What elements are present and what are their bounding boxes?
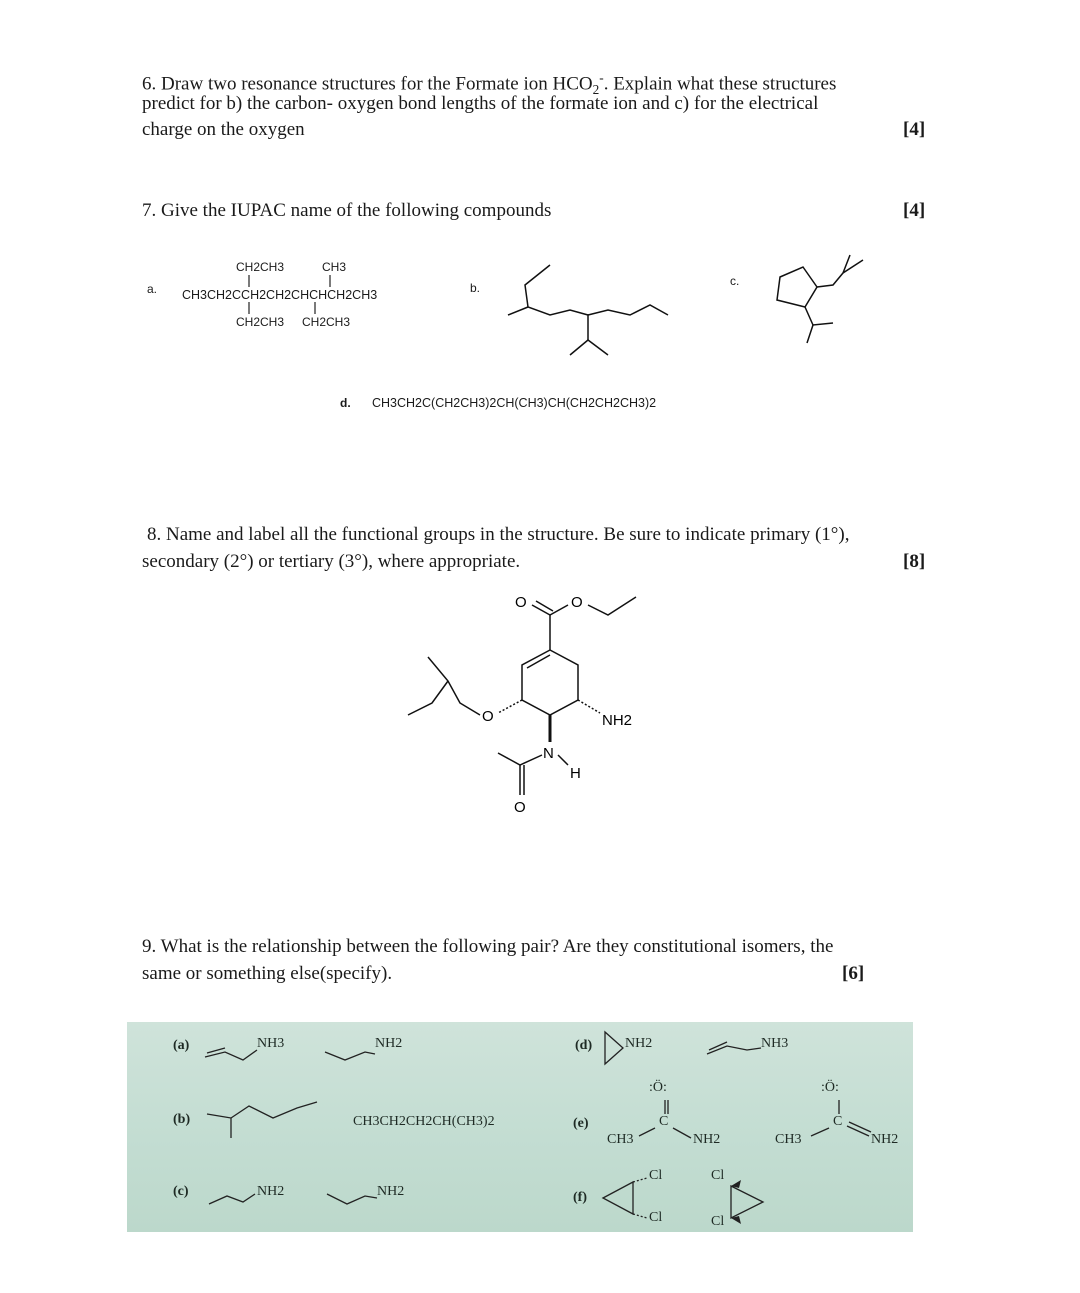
q9-label-b: (b) (173, 1112, 191, 1127)
q7-label-a: a. (147, 282, 158, 296)
q9e-right-o: :Ö: (821, 1080, 839, 1095)
q9f-cl-3: Cl (711, 1168, 725, 1183)
q9-label-a: (a) (173, 1038, 190, 1053)
q8-atom-o-ester: O (571, 594, 583, 611)
q9e-left-ch3: CH3 (607, 1132, 634, 1147)
q7-label-d: d. (340, 396, 351, 410)
q7c-cyclopentane-structure (755, 245, 875, 355)
q8-atom-n: N (543, 745, 554, 762)
q8-marks: [8] (903, 551, 926, 572)
q8-line-2: secondary (2°) or tertiary (3°), where appropriate. (142, 551, 521, 572)
q7a-top-right: CH3 (322, 260, 347, 274)
q9d-right-nh3: NH3 (761, 1036, 789, 1051)
q7-label-b: b. (470, 281, 481, 295)
q8-structure (390, 585, 670, 825)
q9-skeletal-lines (127, 1022, 913, 1232)
q7b-skeletal-structure (500, 255, 700, 365)
q9c-right-nh2: NH2 (377, 1184, 405, 1199)
q9-label-c: (c) (173, 1184, 189, 1199)
q9c-left-nh2: NH2 (257, 1184, 285, 1199)
q7-label-c: c. (730, 274, 740, 288)
q7-prompt: 7. Give the IUPAC name of the following compounds (142, 200, 552, 221)
q9e-right-nh2: NH2 (871, 1132, 899, 1147)
q9e-right-ch3: CH3 (775, 1132, 802, 1147)
q8-atom-o-carbonyl: O (515, 594, 527, 611)
q7a-top-left: CH2CH3 (236, 260, 285, 274)
q8-line-1: 8. Name and label all the functional groups in the structure. Be sure to indicate primary (1°), (147, 524, 850, 545)
q9f-cl-2: Cl (649, 1210, 663, 1225)
q9b-right-formula: CH3CH2CH2CH(CH3)2 (353, 1114, 495, 1129)
q9a-left-nh3: NH3 (257, 1036, 285, 1051)
q7d-formula: CH3CH2C(CH2CH3)2CH(CH3)CH(CH2CH2CH3)2 (372, 396, 657, 410)
q9-line-1: 9. What is the relationship between the following pair? Are they constitutional isomers, the (142, 936, 834, 957)
q8-atom-o-ether: O (482, 708, 494, 725)
q7a-bottom-right: CH2CH3 (302, 315, 351, 329)
q6-line-1: 6. Draw two resonance structures for the Formate ion $HCO_2^-$. Explain what these structures (142, 70, 837, 98)
q9-photo-panel (127, 1022, 913, 1232)
q9-marks: [6] (842, 963, 865, 984)
q6-marks: [4] (903, 119, 926, 140)
q9e-left-nh2: NH2 (693, 1132, 721, 1147)
q8-atom-o-amide: O (514, 799, 526, 816)
q9f-cl-4: Cl (711, 1214, 725, 1229)
q9e-left-o: :Ö: (649, 1080, 667, 1095)
q9e-right-c: C (833, 1114, 843, 1129)
q8-atom-nh2: NH2 (602, 712, 633, 729)
q9e-left-c: C (659, 1114, 669, 1129)
q7a-bottom-left: CH2CH3 (236, 315, 285, 329)
q9-label-e: (e) (573, 1116, 589, 1131)
q9f-cl-1: Cl (649, 1168, 663, 1183)
q8-atom-h: H (570, 765, 581, 782)
q9-label-f: (f) (573, 1190, 587, 1205)
q6-line-3: charge on the oxygen (142, 119, 305, 140)
q9a-right-nh2: NH2 (375, 1036, 403, 1051)
q9-label-d: (d) (575, 1038, 593, 1053)
q6-line-2: predict for b) the carbon- oxygen bond lengths of the formate ion and c) for the electrical (142, 93, 819, 114)
q7-marks: [4] (903, 200, 926, 221)
q9-line-2: same or something else(specify). (142, 963, 393, 984)
q9d-left-nh2: NH2 (625, 1036, 653, 1051)
q7a-main-chain: CH3CH2CCH2CH2CHCHCH2CH3 (182, 288, 378, 302)
